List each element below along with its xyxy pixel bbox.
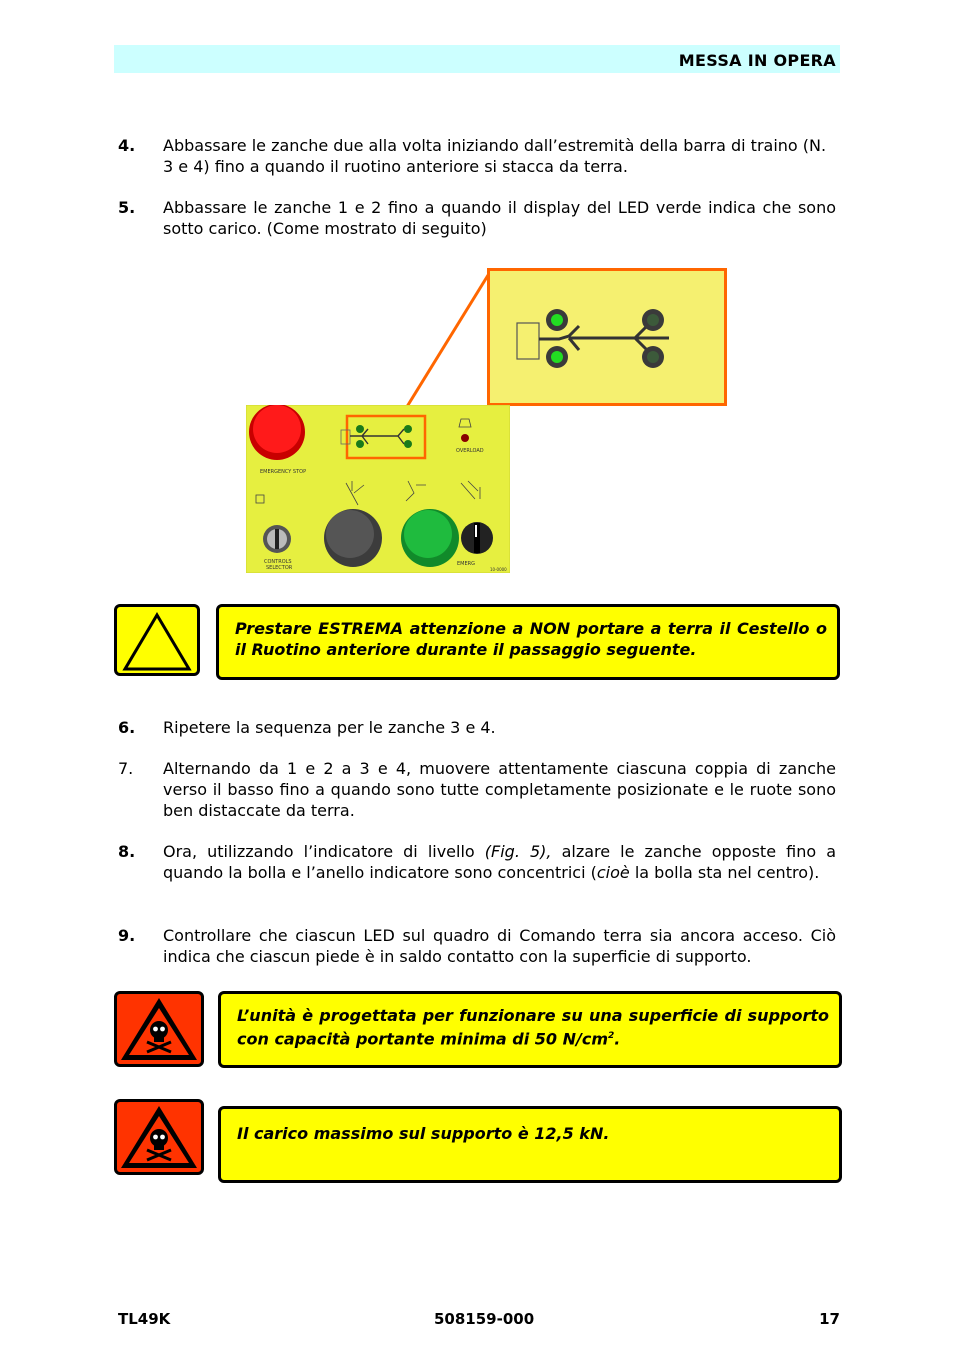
caution-icon-box: [114, 604, 200, 676]
danger-box-surface: L’unità è progettata per funzionare su una superficie di supporto con capacità portante minima di 50 $N/cm^2$.: [218, 991, 842, 1068]
footer-model: TL49K: [118, 1310, 171, 1328]
step-text: Abbassare le zanche due alla volta iniziando dall’estremità della barra di traino (N. 3 e 4) fino a quando il ruotino anteriore si stacca da terra.: [163, 136, 827, 176]
danger-box-load: [218, 1106, 842, 1183]
danger-icon-box: [114, 991, 204, 1067]
danger-text: L’unità è progettata per funzionare su una superficie di supporto con capacità portante minima di 50 N/cm: [237, 1006, 829, 1049]
skull-crossbones-icon: [117, 1102, 201, 1172]
step-number: 8.: [118, 842, 136, 861]
panel-label-overload: OVERLOAD: [456, 448, 484, 454]
step-text: Alternando da 1 e 2 a 3 e 4, muovere attentamente ciascuna coppia di zanche verso il basso fino a quando sono tutte completamente posizionate e le ruote sono ben distaccate da terra.: [163, 759, 836, 820]
superscript: 2: [608, 1031, 615, 1041]
step-number: 9.: [118, 926, 136, 945]
skull-crossbones-icon: [117, 994, 201, 1064]
caution-text: Prestare ESTREMA attenzione a NON portare a terra il Cestello o il Ruotino anteriore durante il passaggio seguente.: [235, 619, 827, 659]
ground-control-panel-image: [246, 405, 510, 573]
panel-label-emergency-stop: EMERGENCY STOP: [260, 469, 307, 475]
step-6: [118, 717, 836, 738]
step-number: 5.: [118, 198, 136, 217]
panel-label-emergency: EMERG: [457, 561, 475, 567]
step-number: 6.: [118, 718, 136, 737]
danger-icon-box: [114, 1099, 204, 1175]
step-7: [118, 758, 836, 821]
page-number: 17: [819, 1310, 840, 1328]
step-9: [118, 925, 836, 967]
panel-label-controls: CONTROLS: [264, 559, 292, 565]
step-8: [118, 841, 836, 883]
step-text: Controllare che ciascun LED sul quadro di Comando terra sia ancora acceso. Ciò indica che ciascun piede è in saldo contatto con la superficie di supporto.: [163, 926, 836, 966]
footer-doc-number: 508159-000: [434, 1310, 535, 1328]
step-text: Ora, utilizzando l’indicatore di livello (Fig. 5), alzare le zanche opposte fino a quando la bolla e l’anello indicatore sono concentrici (cioè la bolla sta nel centro).: [163, 842, 837, 882]
panel-label-selector: SELECTOR: [266, 565, 293, 571]
step-text: Ripetere la sequenza per le zanche 3 e 4.: [163, 718, 496, 737]
zoomed-led-detail-image: [487, 268, 727, 406]
caution-box: [216, 604, 840, 680]
step-text: Abbassare le zanche 1 e 2 fino a quando il display del LED verde indica che sono sotto carico. (Come mostrato di seguito): [163, 198, 836, 238]
warning-triangle-icon: [117, 607, 197, 673]
section-title: MESSA IN OPERA: [678, 51, 836, 70]
panel-label-code: 10-0000: [490, 567, 507, 572]
step-number: 4.: [118, 136, 136, 155]
danger-text: Il carico massimo sul supporto è 12,5 kN.: [237, 1124, 610, 1143]
step-number: 7.: [118, 759, 134, 778]
